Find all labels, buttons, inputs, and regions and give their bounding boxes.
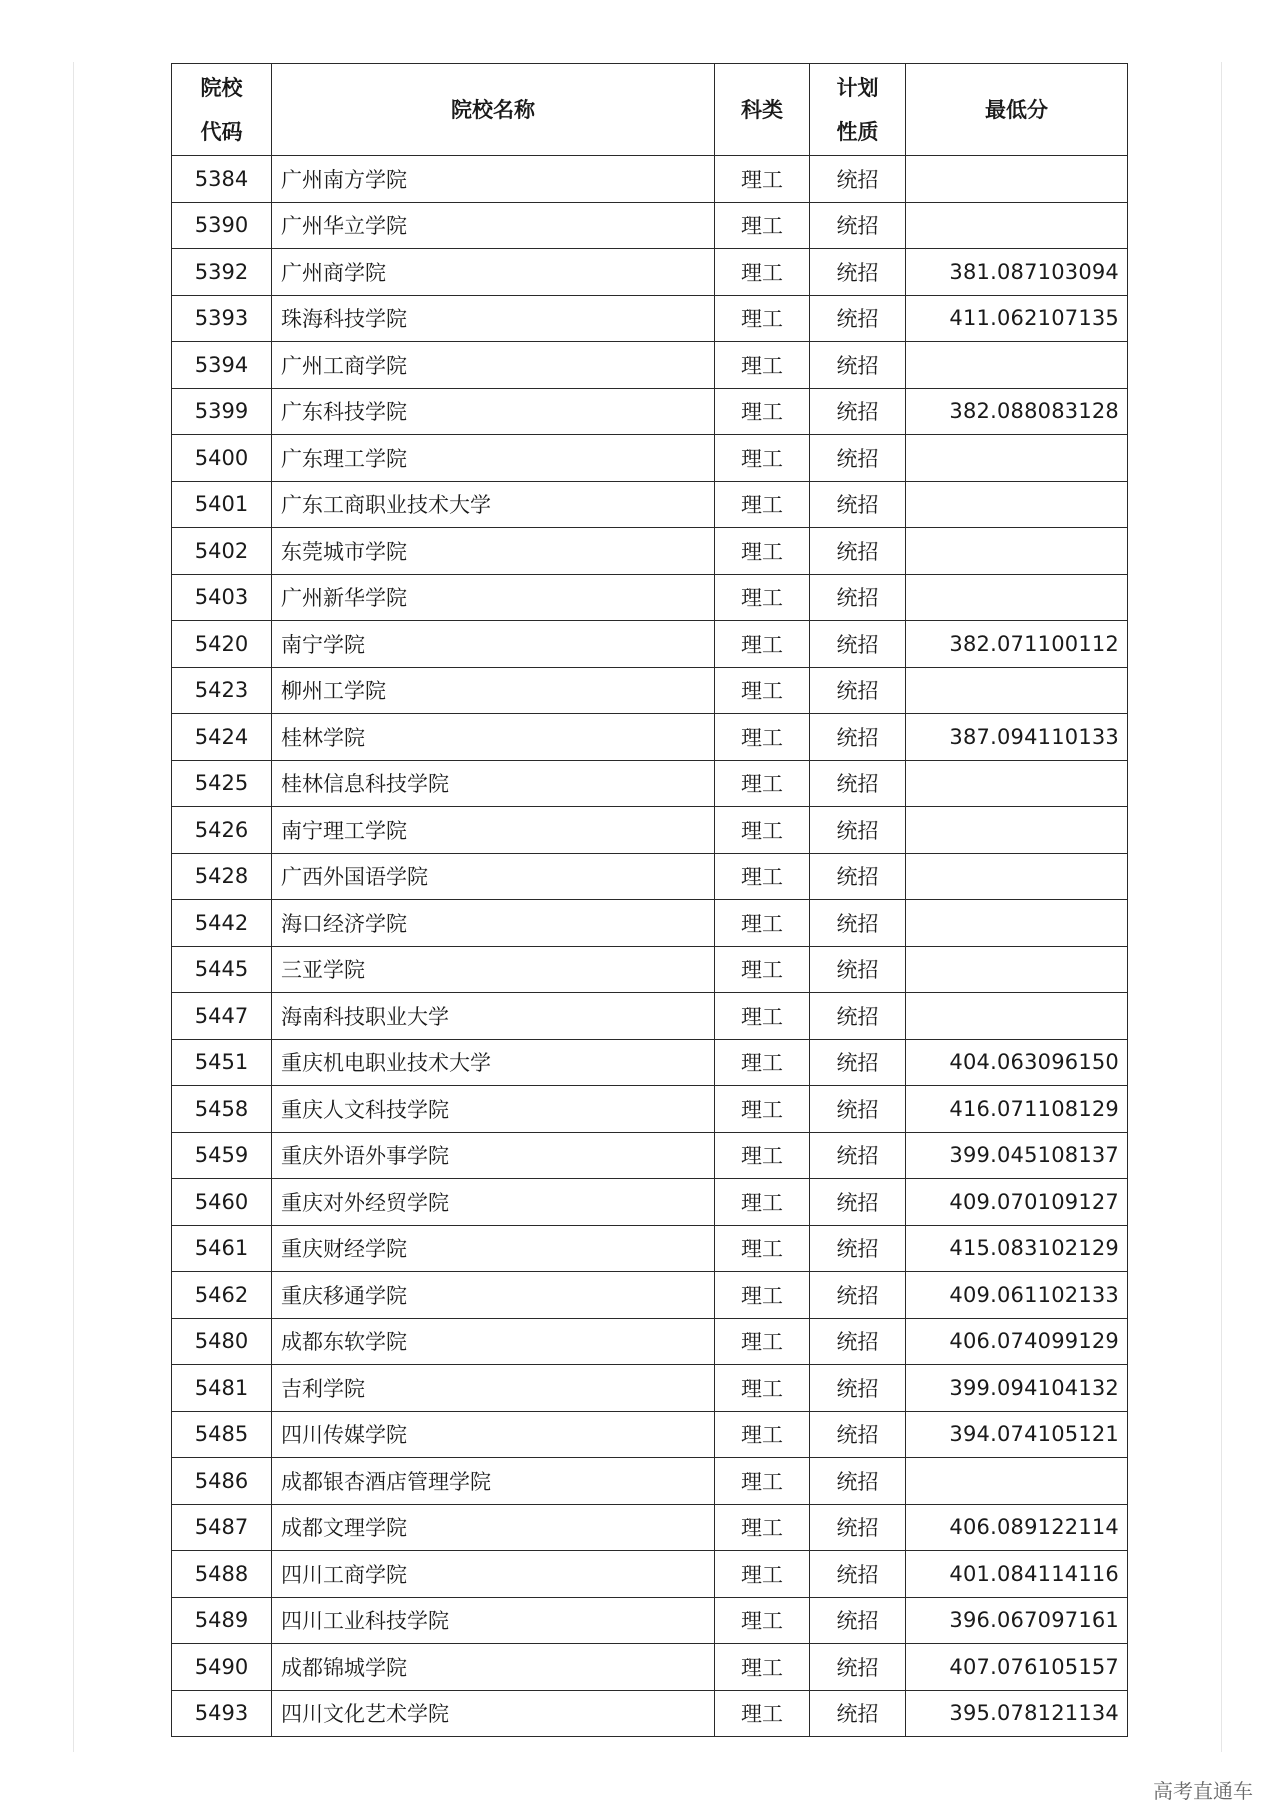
table-row: [172, 900, 1128, 947]
min-score-cell: 409.070109127: [906, 1179, 1128, 1226]
table-row: [172, 1690, 1128, 1737]
category-cell: 理工: [715, 1644, 810, 1691]
school-code-cell: 5442: [172, 900, 272, 947]
school-code-cell: 5488: [172, 1551, 272, 1598]
min-score-cell: 395.078121134: [906, 1690, 1128, 1737]
table-row: [172, 1411, 1128, 1458]
table-row: [172, 1551, 1128, 1598]
school-name-cell: 四川文化艺术学院: [272, 1690, 715, 1737]
table-row: [172, 667, 1128, 714]
plan-type-cell: 统招: [810, 1179, 906, 1226]
category-cell: 理工: [715, 202, 810, 249]
min-score-cell: [906, 202, 1128, 249]
school-name-cell: 广东科技学院: [272, 388, 715, 435]
category-cell: 理工: [715, 388, 810, 435]
plan-type-cell: 统招: [810, 900, 906, 947]
min-score-cell: 404.063096150: [906, 1039, 1128, 1086]
category-cell: 理工: [715, 621, 810, 668]
admission-scores-table: [171, 63, 1128, 1737]
plan-type-cell: 统招: [810, 1272, 906, 1319]
category-cell: 理工: [715, 1504, 810, 1551]
school-code-cell: 5445: [172, 946, 272, 993]
category-cell: 理工: [715, 528, 810, 575]
category-cell: 理工: [715, 1551, 810, 1598]
category-cell: 理工: [715, 295, 810, 342]
category-cell: 理工: [715, 1272, 810, 1319]
school-name-cell: 吉利学院: [272, 1365, 715, 1412]
school-name-cell: 珠海科技学院: [272, 295, 715, 342]
min-score-cell: [906, 435, 1128, 482]
min-score-cell: 409.061102133: [906, 1272, 1128, 1319]
category-cell: 理工: [715, 807, 810, 854]
plan-type-cell: 统招: [810, 1458, 906, 1505]
plan-type-cell: 统招: [810, 1225, 906, 1272]
plan-type-cell: 统招: [810, 1690, 906, 1737]
table-row: [172, 760, 1128, 807]
category-cell: 理工: [715, 1179, 810, 1226]
school-name-cell: 成都银杏酒店管理学院: [272, 1458, 715, 1505]
plan-type-cell: 统招: [810, 435, 906, 482]
min-score-cell: 407.076105157: [906, 1644, 1128, 1691]
plan-type-cell: 统招: [810, 156, 906, 203]
table-row: [172, 853, 1128, 900]
min-score-cell: 399.094104132: [906, 1365, 1128, 1412]
category-cell: 理工: [715, 1411, 810, 1458]
school-name-cell: 三亚学院: [272, 946, 715, 993]
category-cell: 理工: [715, 760, 810, 807]
school-name-cell: 桂林学院: [272, 714, 715, 761]
table-row: [172, 807, 1128, 854]
school-name-cell: 四川传媒学院: [272, 1411, 715, 1458]
plan-type-cell: 统招: [810, 1132, 906, 1179]
school-code-cell: 5394: [172, 342, 272, 389]
school-name-cell: 四川工业科技学院: [272, 1597, 715, 1644]
category-cell: 理工: [715, 1225, 810, 1272]
category-cell: 理工: [715, 714, 810, 761]
table-row: [172, 1597, 1128, 1644]
category-cell: 理工: [715, 1086, 810, 1133]
plan-type-cell: 统招: [810, 1644, 906, 1691]
min-score-cell: 416.071108129: [906, 1086, 1128, 1133]
category-cell: 理工: [715, 249, 810, 296]
school-name-cell: 广东工商职业技术大学: [272, 481, 715, 528]
school-code-cell: 5460: [172, 1179, 272, 1226]
school-name-cell: 重庆财经学院: [272, 1225, 715, 1272]
table-row: [172, 1365, 1128, 1412]
school-name-cell: 东莞城市学院: [272, 528, 715, 575]
plan-type-cell: 统招: [810, 667, 906, 714]
min-score-cell: [906, 760, 1128, 807]
school-code-cell: 5493: [172, 1690, 272, 1737]
school-code-cell: 5487: [172, 1504, 272, 1551]
plan-type-cell: 统招: [810, 481, 906, 528]
school-name-cell: 广东理工学院: [272, 435, 715, 482]
plan-type-cell: 统招: [810, 1597, 906, 1644]
min-score-cell: [906, 574, 1128, 621]
school-code-cell: 5423: [172, 667, 272, 714]
header-school-code: 院校 代码: [172, 64, 272, 156]
table-row: [172, 435, 1128, 482]
school-code-cell: 5451: [172, 1039, 272, 1086]
school-name-cell: 桂林信息科技学院: [272, 760, 715, 807]
category-cell: 理工: [715, 1597, 810, 1644]
min-score-cell: [906, 156, 1128, 203]
school-code-cell: 5486: [172, 1458, 272, 1505]
table-row: [172, 1039, 1128, 1086]
school-name-cell: 广州南方学院: [272, 156, 715, 203]
plan-type-cell: 统招: [810, 853, 906, 900]
min-score-cell: 399.045108137: [906, 1132, 1128, 1179]
school-code-cell: 5399: [172, 388, 272, 435]
category-cell: 理工: [715, 1690, 810, 1737]
category-cell: 理工: [715, 853, 810, 900]
plan-type-cell: 统招: [810, 295, 906, 342]
min-score-cell: [906, 1458, 1128, 1505]
school-name-cell: 广州华立学院: [272, 202, 715, 249]
category-cell: 理工: [715, 481, 810, 528]
min-score-cell: [906, 667, 1128, 714]
school-code-cell: 5424: [172, 714, 272, 761]
plan-type-cell: 统招: [810, 1365, 906, 1412]
category-cell: 理工: [715, 156, 810, 203]
school-name-cell: 成都文理学院: [272, 1504, 715, 1551]
school-code-cell: 5384: [172, 156, 272, 203]
min-score-cell: [906, 993, 1128, 1040]
school-code-cell: 5400: [172, 435, 272, 482]
school-code-cell: 5425: [172, 760, 272, 807]
table-row: [172, 1458, 1128, 1505]
school-code-cell: 5480: [172, 1318, 272, 1365]
school-name-cell: 重庆对外经贸学院: [272, 1179, 715, 1226]
watermark-text: 高考直通车: [1153, 1779, 1253, 1803]
plan-type-cell: 统招: [810, 1086, 906, 1133]
school-name-cell: 重庆移通学院: [272, 1272, 715, 1319]
table-row: [172, 528, 1128, 575]
min-score-cell: [906, 481, 1128, 528]
header-min-score: 最低分: [906, 64, 1128, 156]
school-name-cell: 海口经济学院: [272, 900, 715, 947]
table-row: [172, 1132, 1128, 1179]
school-name-cell: 南宁学院: [272, 621, 715, 668]
school-code-cell: 5490: [172, 1644, 272, 1691]
school-name-cell: 海南科技职业大学: [272, 993, 715, 1040]
table-row: [172, 714, 1128, 761]
table-row: [172, 574, 1128, 621]
school-code-cell: 5402: [172, 528, 272, 575]
table-row: [172, 1318, 1128, 1365]
plan-type-cell: 统招: [810, 1318, 906, 1365]
min-score-cell: 406.089122114: [906, 1504, 1128, 1551]
school-name-cell: 广西外国语学院: [272, 853, 715, 900]
min-score-cell: 401.084114116: [906, 1551, 1128, 1598]
page-margin-right: [1221, 62, 1222, 1752]
plan-type-cell: 统招: [810, 1551, 906, 1598]
min-score-cell: 394.074105121: [906, 1411, 1128, 1458]
min-score-cell: [906, 807, 1128, 854]
min-score-cell: 406.074099129: [906, 1318, 1128, 1365]
min-score-cell: 381.087103094: [906, 249, 1128, 296]
school-code-cell: 5462: [172, 1272, 272, 1319]
plan-type-cell: 统招: [810, 202, 906, 249]
school-code-cell: 5481: [172, 1365, 272, 1412]
table-row: [172, 621, 1128, 668]
plan-type-cell: 统招: [810, 946, 906, 993]
min-score-cell: [906, 853, 1128, 900]
school-name-cell: 重庆机电职业技术大学: [272, 1039, 715, 1086]
school-name-cell: 重庆外语外事学院: [272, 1132, 715, 1179]
category-cell: 理工: [715, 574, 810, 621]
min-score-cell: 415.083102129: [906, 1225, 1128, 1272]
table-row: [172, 156, 1128, 203]
plan-type-cell: 统招: [810, 528, 906, 575]
plan-type-cell: 统招: [810, 574, 906, 621]
table-row: [172, 946, 1128, 993]
school-name-cell: 广州工商学院: [272, 342, 715, 389]
plan-type-cell: 统招: [810, 993, 906, 1040]
category-cell: 理工: [715, 1365, 810, 1412]
table-row: [172, 1272, 1128, 1319]
school-code-cell: 5392: [172, 249, 272, 296]
school-code-cell: 5461: [172, 1225, 272, 1272]
school-code-cell: 5390: [172, 202, 272, 249]
plan-type-cell: 统招: [810, 1504, 906, 1551]
min-score-cell: 382.071100112: [906, 621, 1128, 668]
header-category: 科类: [715, 64, 810, 156]
plan-type-cell: 统招: [810, 388, 906, 435]
min-score-cell: 387.094110133: [906, 714, 1128, 761]
plan-type-cell: 统招: [810, 807, 906, 854]
category-cell: 理工: [715, 667, 810, 714]
min-score-cell: [906, 900, 1128, 947]
category-cell: 理工: [715, 946, 810, 993]
table-row: [172, 249, 1128, 296]
table-row: [172, 1086, 1128, 1133]
page-margin-left: [73, 62, 74, 1752]
table-row: [172, 1225, 1128, 1272]
category-cell: 理工: [715, 1318, 810, 1365]
school-code-cell: 5447: [172, 993, 272, 1040]
school-name-cell: 成都东软学院: [272, 1318, 715, 1365]
category-cell: 理工: [715, 1132, 810, 1179]
category-cell: 理工: [715, 342, 810, 389]
school-name-cell: 南宁理工学院: [272, 807, 715, 854]
category-cell: 理工: [715, 1039, 810, 1086]
school-code-cell: 5489: [172, 1597, 272, 1644]
table-row: [172, 295, 1128, 342]
category-cell: 理工: [715, 993, 810, 1040]
table-row: [172, 481, 1128, 528]
school-code-cell: 5458: [172, 1086, 272, 1133]
min-score-cell: [906, 946, 1128, 993]
table-row: [172, 1504, 1128, 1551]
min-score-cell: 396.067097161: [906, 1597, 1128, 1644]
table-row: [172, 388, 1128, 435]
table-row: [172, 1179, 1128, 1226]
school-name-cell: 广州商学院: [272, 249, 715, 296]
min-score-cell: 411.062107135: [906, 295, 1128, 342]
category-cell: 理工: [715, 900, 810, 947]
table-header-row: [172, 64, 1128, 156]
plan-type-cell: 统招: [810, 249, 906, 296]
plan-type-cell: 统招: [810, 1411, 906, 1458]
min-score-cell: [906, 528, 1128, 575]
plan-type-cell: 统招: [810, 342, 906, 389]
category-cell: 理工: [715, 435, 810, 482]
school-name-cell: 广州新华学院: [272, 574, 715, 621]
category-cell: 理工: [715, 1458, 810, 1505]
header-plan-type: 计划 性质: [810, 64, 906, 156]
school-code-cell: 5401: [172, 481, 272, 528]
school-code-cell: 5420: [172, 621, 272, 668]
school-code-cell: 5428: [172, 853, 272, 900]
school-code-cell: 5393: [172, 295, 272, 342]
plan-type-cell: 统招: [810, 621, 906, 668]
school-name-cell: 重庆人文科技学院: [272, 1086, 715, 1133]
table-row: [172, 342, 1128, 389]
plan-type-cell: 统招: [810, 760, 906, 807]
min-score-cell: 382.088083128: [906, 388, 1128, 435]
school-code-cell: 5426: [172, 807, 272, 854]
school-code-cell: 5403: [172, 574, 272, 621]
header-school-name: 院校名称: [272, 64, 715, 156]
table-row: [172, 1644, 1128, 1691]
min-score-cell: [906, 342, 1128, 389]
school-code-cell: 5459: [172, 1132, 272, 1179]
school-name-cell: 四川工商学院: [272, 1551, 715, 1598]
table-row: [172, 202, 1128, 249]
school-name-cell: 成都锦城学院: [272, 1644, 715, 1691]
plan-type-cell: 统招: [810, 714, 906, 761]
table-row: [172, 993, 1128, 1040]
school-name-cell: 柳州工学院: [272, 667, 715, 714]
school-code-cell: 5485: [172, 1411, 272, 1458]
plan-type-cell: 统招: [810, 1039, 906, 1086]
